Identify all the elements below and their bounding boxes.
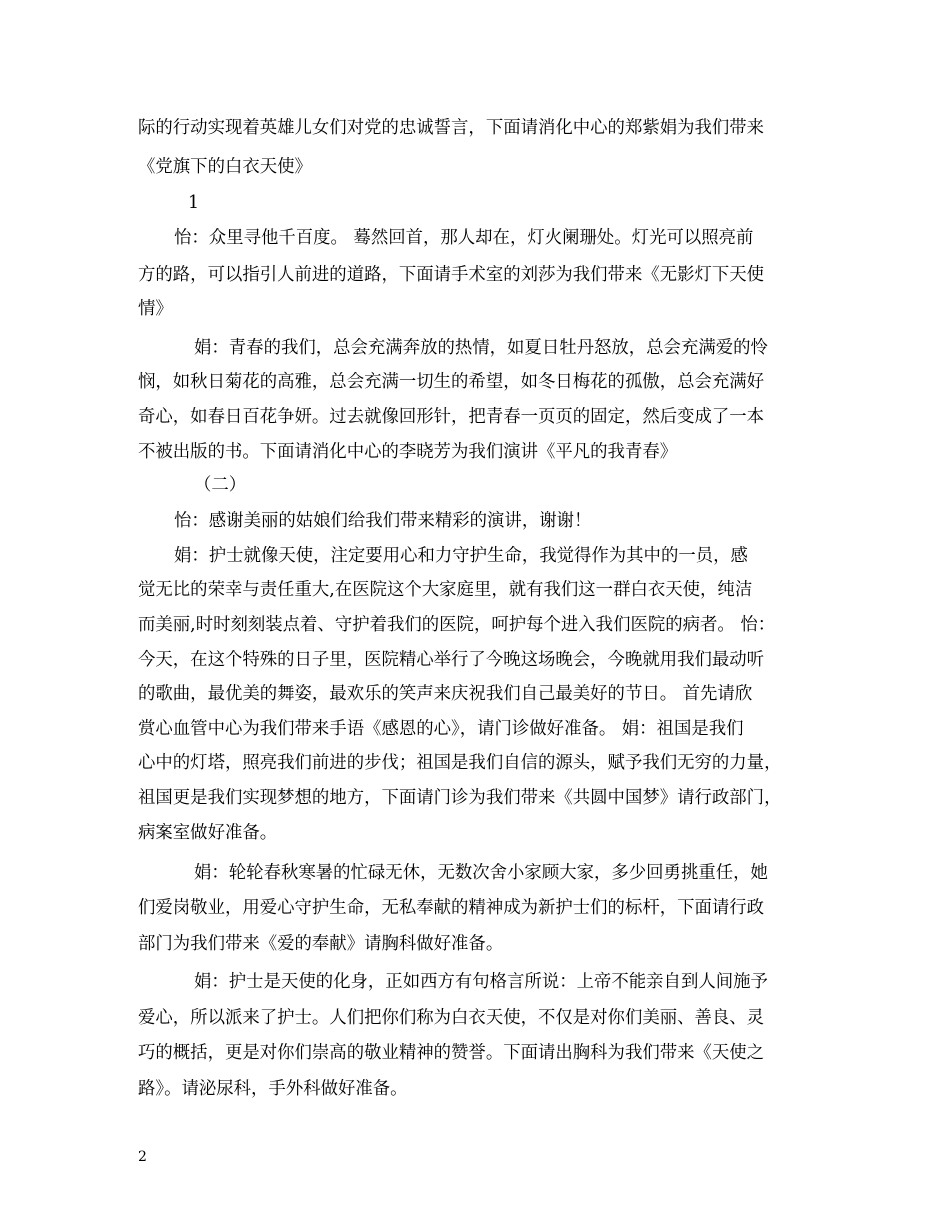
text-line: 爱心，所以派来了护士。人们把你们称为白衣天使，不仅是对你们美丽、善良、灵 (138, 1008, 765, 1028)
text-line: 路》。请泌尿科，手外科做好准备。 (138, 1079, 408, 1099)
text-line: 怡：感谢美丽的姑娘们给我们带来精彩的演讲，谢谢！ (174, 511, 592, 531)
text-line: 巧的概括，更是对你们崇高的敬业精神的赞誉。下面请出胸科为我们带来《天使之 (138, 1043, 765, 1063)
text-line: 们爱岗敬业，用爱心守护生命，无私奉献的精神成为新护士们的标杆，下面请行政 (138, 898, 765, 918)
text-line: 娟：护士是天使的化身，正如西方有句格言所说：上帝不能亲自到人间施予 (194, 972, 768, 992)
text-line: 娟：护士就像天使，注定要用心和力守护生命，我觉得作为其中的一员，感 (174, 546, 748, 566)
text-line: 奇心，如春日百花争妍。过去就像回形针，把青春一页页的固定，然后变成了一本 (138, 407, 765, 427)
text-line: 情》 (138, 299, 173, 319)
text-line: 赏心血管中心为我们带来手语《感恩的心》，请门诊做好准备。 娟：祖国是我们 (138, 719, 744, 739)
text-line: 心中的灯塔，照亮我们前进的步伐；祖国是我们自信的源头，赋予我们无穷的力量， (138, 753, 782, 773)
text-line: 不被出版的书。下面请消化中心的李晓芳为我们演讲《平凡的我青春》 (138, 442, 678, 462)
text-line: 的歌曲，最优美的舞姿，最欢乐的笑声来庆祝我们自己最美好的节日。 首先请欣 (138, 684, 753, 704)
text-line: 《党旗下的白衣天使》 (138, 157, 312, 177)
text-line: 娟：青春的我们，总会充满奔放的热情，如夏日牡丹怒放，总会充满爱的怜 (194, 338, 768, 358)
text-line: 祖国更是我们实现梦想的地方，下面请门诊为我们带来《共圆中国梦》请行政部门， (138, 788, 782, 808)
text-line: 1 (188, 193, 200, 213)
text-line: 觉无比的荣幸与责任重大,在医院这个大家庭里，就有我们这一群白衣天使，纯洁 (138, 580, 753, 600)
page-number: 2 (138, 1149, 147, 1165)
text-line: 怡：众里寻他千百度。 蓦然回首，那人却在，灯火阑珊处。灯光可以照亮前 (174, 228, 754, 248)
text-line: 部门为我们带来《爱的奉献》请胸科做好准备。 (138, 934, 504, 954)
text-line: 方的路，可以指引人前进的道路，下面请手术室的刘莎为我们带来《无影灯下天使 (138, 265, 765, 285)
text-line: 而美丽,时时刻刻装点着、守护着我们的医院，呵护每个进入我们医院的病者。 怡： (138, 615, 776, 635)
text-line: 际的行动实现着英雄儿女们对党的忠诚誓言，下面请消化中心的郑紫娟为我们带来 (138, 118, 765, 138)
text-line: 病案室做好准备。 (138, 823, 278, 843)
text-line: 娟：轮轮春秋寒暑的忙碌无休，无数次舍小家顾大家，多少回勇挑重任，她 (194, 863, 768, 883)
text-line: 今天，在这个特殊的日子里，医院精心举行了今晚这场晚会，今晚就用我们最动听 (138, 650, 765, 670)
section-label: （二） (194, 475, 247, 495)
text-line: 悯，如秋日菊花的高雅，总会充满一切生的希望，如冬日梅花的孤傲，总会充满好 (138, 372, 765, 392)
